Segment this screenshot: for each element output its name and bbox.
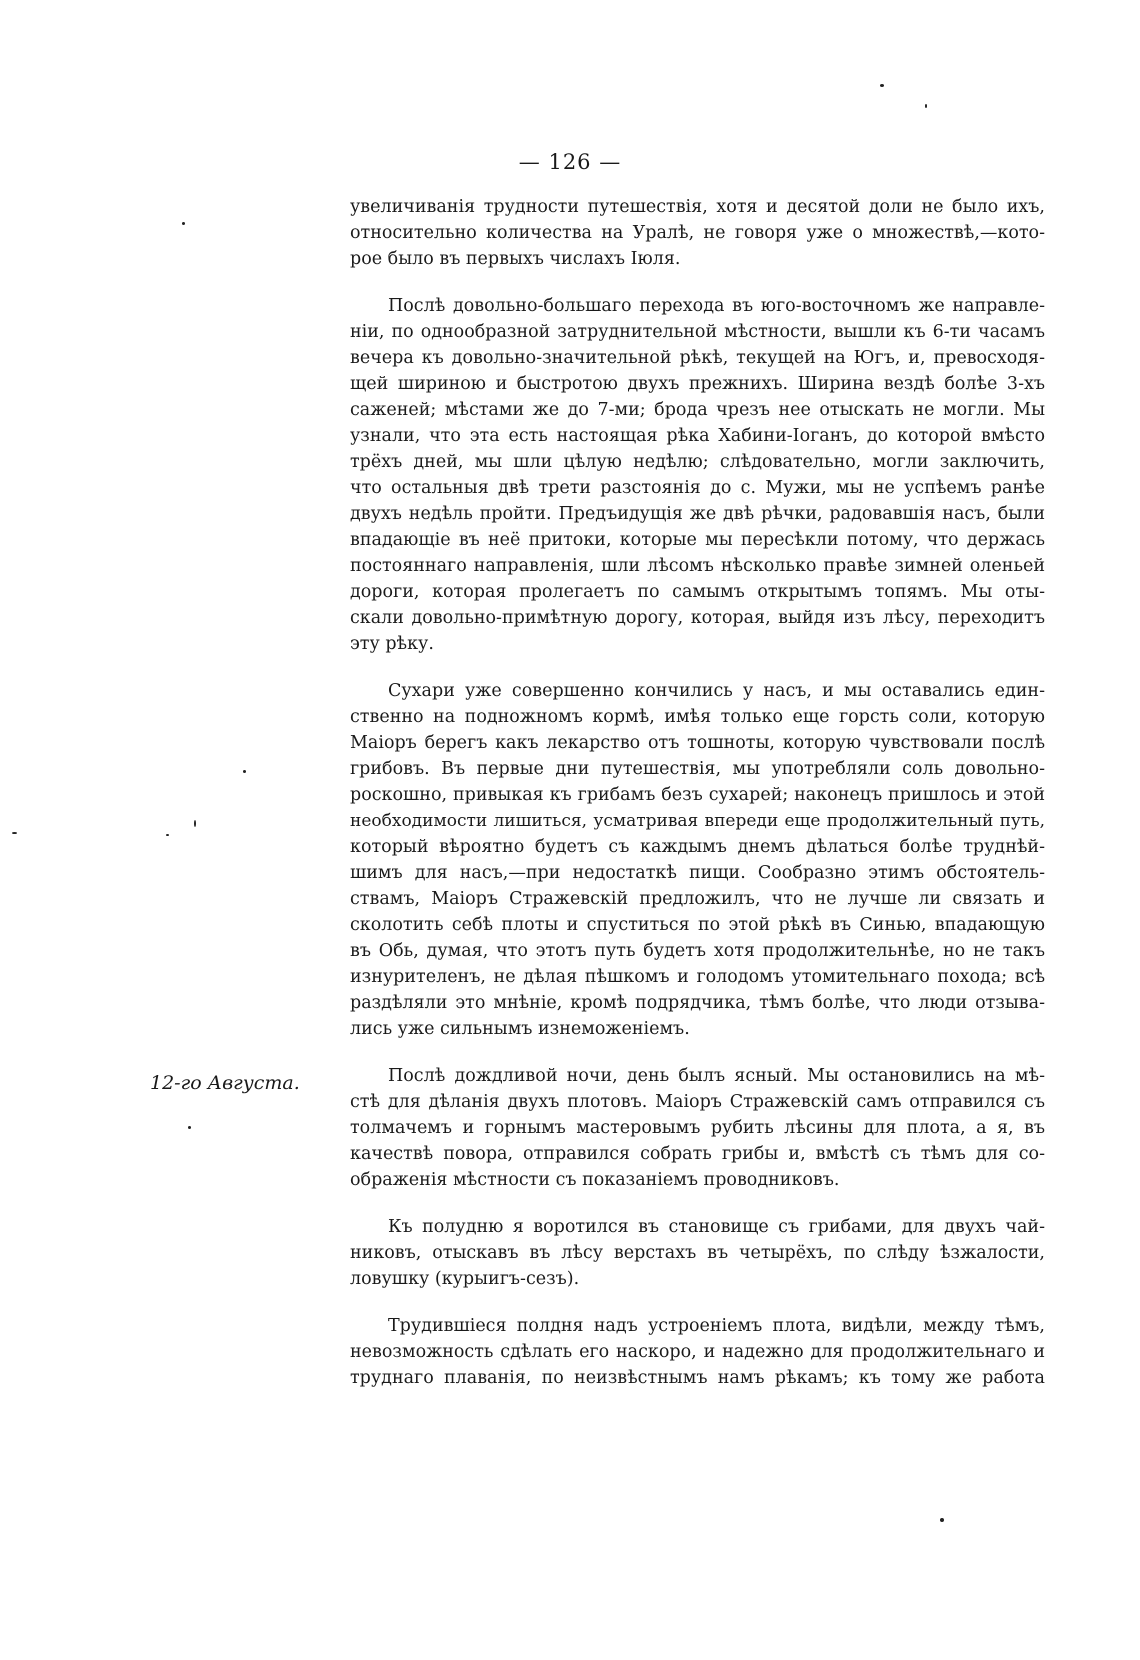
text-line: никовъ, отыскавъ въ лѣсу верстахъ въ четырёхъ, по слѣду ѣзжалости, (350, 1243, 1045, 1263)
text-line: эту рѣку. (350, 634, 434, 654)
text-line: скали довольно-примѣтную дорогу, которая, выйдя изъ лѣсу, переходитъ (350, 608, 1045, 628)
text-line: стѣ для дѣланія двухъ плотовъ. Маіоръ Стражевскій самъ отправился съ (350, 1092, 1045, 1112)
text-line: ственно на подножномъ кормѣ, имѣя только еще горсть соли, которую (350, 707, 1045, 727)
scan-speck (925, 104, 927, 108)
text-line: рое было въ первыхъ числахъ Іюля. (350, 249, 681, 269)
scan-speck (188, 1126, 191, 1129)
paragraph-1 (350, 194, 1045, 272)
text-line: сколотить себѣ плоты и спуститься по этой рѣкѣ въ Синью, впадающую (350, 915, 1045, 935)
paragraph-5 (350, 1214, 1045, 1292)
paragraph-4 (350, 1063, 1045, 1193)
text-line: изнурителенъ, не дѣлая пѣшкомъ и голодомъ утомительнаго похода; всѣ (350, 967, 1045, 987)
text-line: въ Обь, думая, что этотъ путь будетъ хотя продолжительнѣе, но не такъ (350, 941, 1045, 961)
text-line: необходимости лишиться, усматривая впереди еще продолжительный путь, (350, 811, 1045, 831)
text-line: шимъ для насъ,—при недостаткѣ пищи. Сообразно этимъ обстоятель- (350, 863, 1045, 883)
scan-speck (243, 770, 246, 773)
text-line: ображенія мѣстности съ показаніемъ проводниковъ. (350, 1170, 840, 1190)
text-line: что остальныя двѣ трети разстоянія до с. Мужи, мы не успѣемъ ранѣе (350, 478, 1045, 498)
text-line: толмачемъ и горнымъ мастеровымъ рубить лѣсины для плота, а я, въ (350, 1118, 1045, 1138)
text-line: роскошно, привыкая къ грибамъ безъ сухарей; наконецъ пришлось и этой (350, 785, 1045, 805)
text-line: ніи, по однообразной затруднительной мѣстности, вышли къ 6-ти часамъ (350, 322, 1045, 342)
text-line: двухъ недѣль пройти. Предъидущія же двѣ рѣчки, радовавшія насъ, были (350, 504, 1045, 524)
text-line: раздѣляли это мнѣніе, кромѣ подрядчика, тѣмъ болѣе, что люди отзыва- (350, 993, 1045, 1013)
scan-speck (880, 84, 884, 87)
text-line: постояннаго направленія, шли лѣсомъ нѣсколько правѣе зимней оленьей (350, 556, 1045, 576)
text-line: Трудившіеся полдня надъ устроеніемъ плота, видѣли, между тѣмъ, (388, 1316, 1045, 1336)
text-line: саженей; мѣстами же до 7-ми; брода чрезъ нее отыскать не могли. Мы (350, 400, 1045, 420)
text-line: грибовъ. Въ первые дни путешествія, мы употребляли соль довольно- (350, 759, 1045, 779)
text-line: впадающіе въ неё притоки, которые мы пересѣкли потому, что держась (350, 530, 1045, 550)
text-line: труднаго плаванія, по неизвѣстнымъ намъ рѣкамъ; къ тому же работа (350, 1368, 1045, 1388)
text-line: который вѣроятно будетъ съ каждымъ днемъ дѣлаться болѣе труднѣй- (350, 837, 1045, 857)
text-line: Сухари уже совершенно кончились у насъ, и мы оставались един- (388, 681, 1045, 701)
text-line: качествѣ повора, отправился собрать грибы и, вмѣстѣ съ тѣмъ для со- (350, 1144, 1045, 1164)
scan-speck (940, 1518, 944, 1522)
text-line: Послѣ дождливой ночи, день былъ ясный. Мы остановились на мѣ- (388, 1066, 1045, 1086)
paragraph-6 (350, 1313, 1045, 1391)
scan-speck (166, 834, 169, 836)
scan-speck (182, 222, 185, 225)
text-line: узнали, что эта есть настоящая рѣка Хабини-Іоганъ, до которой вмѣсто (350, 426, 1045, 446)
text-line: Къ полудню я воротился въ становище съ грибами, для двухъ чай- (388, 1217, 1045, 1237)
text-line: ловушку (курыигъ-сезъ). (350, 1269, 580, 1289)
margin-note-date: 12-го Августа. (150, 1072, 300, 1094)
text-line: ствамъ, Маіоръ Стражевскій предложилъ, что не лучше ли связать и (350, 889, 1045, 909)
text-line: трёхъ дней, мы шли цѣлую недѣлю; слѣдовательно, могли заключить, (350, 452, 1045, 472)
text-column (350, 194, 1045, 1391)
text-line: Послѣ довольно-большаго перехода въ юго-восточномъ же направле- (388, 296, 1045, 316)
scan-speck (194, 820, 196, 827)
scan-speck (12, 832, 17, 834)
text-line: Маіоръ берегъ какъ лекарство отъ тошноты, которую чувствовали послѣ (350, 733, 1045, 753)
text-line: лись уже сильнымъ изнеможеніемъ. (350, 1019, 690, 1039)
page-number: — 126 — (518, 150, 622, 174)
text-line: дороги, которая пролегаетъ по самымъ открытымъ топямъ. Мы оты- (350, 582, 1045, 602)
text-line: вечера къ довольно-значительной рѣкѣ, текущей на Югъ, и, превосходя- (350, 348, 1045, 368)
text-line: щей шириною и быстротою двухъ прежнихъ. Ширина вездѣ болѣе 3-хъ (350, 374, 1045, 394)
paragraph-2 (350, 293, 1045, 657)
text-line: относительно количества на Уралѣ, не говоря уже о множествѣ,—кото- (350, 223, 1045, 243)
paragraph-3 (350, 678, 1045, 1042)
text-line: невозможность сдѣлать его наскоро, и надежно для продолжительнаго и (350, 1342, 1045, 1362)
text-line: увеличиванія трудности путешествія, хотя и десятой доли не было ихъ, (350, 197, 1045, 217)
